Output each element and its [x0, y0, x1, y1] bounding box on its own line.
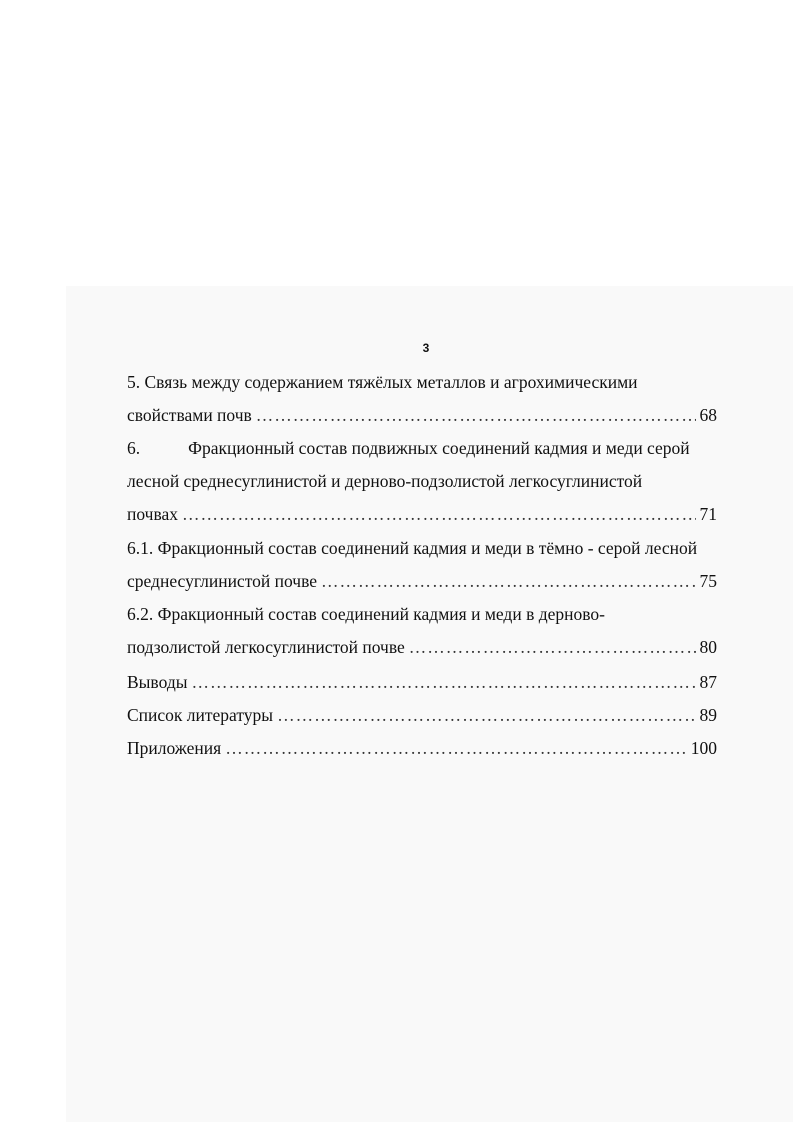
- toc-entry-title: среднесуглинистой почве: [127, 571, 317, 591]
- toc-entry-title: Список литературы: [127, 705, 274, 725]
- toc-entry-title: Приложения: [127, 738, 222, 758]
- toc-entry-6-1-line-1: 6.1. Фракционный состав соединений кадмия и меди в тёмно - серой лесной: [127, 538, 698, 558]
- dot-leader: [321, 570, 696, 592]
- toc-entry-title: почвах: [127, 504, 179, 524]
- toc-page-number: 68: [699, 405, 717, 425]
- toc-entry-conclusions[interactable]: [127, 671, 717, 693]
- dot-leader: [225, 737, 687, 759]
- toc-entry-6-2-line-1: 6.2. Фракционный состав соединений кадмия и меди в дерново-: [127, 604, 605, 624]
- toc-page-number: 71: [699, 504, 717, 524]
- toc-entry-6-2[interactable]: [127, 636, 717, 658]
- dot-leader: [191, 671, 695, 693]
- toc-entry-text: Фракционный состав подвижных соединений кадмия и меди серой: [188, 438, 690, 458]
- dot-leader: [409, 636, 696, 658]
- toc-entry-6[interactable]: [127, 503, 717, 525]
- toc-entry-appendices[interactable]: [127, 737, 717, 759]
- toc-entry-6-1[interactable]: [127, 570, 717, 592]
- toc-entry-5-line-1: 5. Связь между содержанием тяжёлых металлов и агрохимическими: [127, 372, 638, 392]
- dot-leader: [182, 503, 695, 525]
- toc-entry-title: свойствами почв: [127, 405, 252, 425]
- toc-entry-title: Выводы: [127, 672, 188, 692]
- toc-page-number: 75: [699, 571, 717, 591]
- dot-leader: [256, 404, 696, 426]
- toc-page-number: 87: [699, 672, 717, 692]
- toc-entry-number: 6.: [127, 438, 141, 458]
- toc-page-number: 89: [699, 705, 717, 725]
- page-number: 3: [422, 341, 430, 355]
- toc-entry-bibliography[interactable]: [127, 704, 717, 726]
- toc-entry-title: подзолистой легкосуглинистой почве: [127, 637, 405, 657]
- toc-page-number: 100: [690, 738, 717, 758]
- toc-page-number: 80: [699, 637, 717, 657]
- toc-entry-6-line-1: [127, 437, 723, 459]
- toc-entry-6-line-2: лесной среднесуглинистой и дерново-подзолистой легкосуглинистой: [127, 471, 643, 491]
- toc-entry-5[interactable]: [127, 404, 717, 426]
- dot-leader: [277, 704, 695, 726]
